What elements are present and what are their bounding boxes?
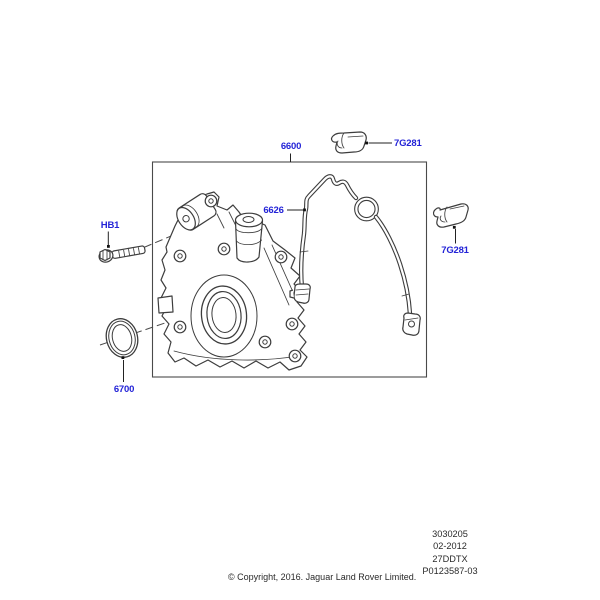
doc-code-line: P0123587-03 bbox=[422, 566, 478, 577]
callout-gasket-6626[interactable]: 6626 bbox=[263, 205, 284, 216]
clip-top-drawing bbox=[332, 132, 367, 153]
gasket-drawing bbox=[290, 176, 420, 335]
document-codes bbox=[392, 528, 508, 578]
callout-bolt-HB1[interactable]: HB1 bbox=[100, 220, 120, 231]
callout-clip-right-7G281[interactable]: 7G281 bbox=[441, 244, 469, 256]
doc-code-line: 27DDTX bbox=[432, 553, 468, 564]
pump-side-tab bbox=[158, 296, 173, 313]
seal-drawing bbox=[102, 315, 142, 360]
pump-cylinder bbox=[236, 213, 263, 262]
gasket-connector-right bbox=[403, 313, 421, 335]
copyright-notice: © Copyright, 2016. Jaguar Land Rover Limited. bbox=[228, 572, 417, 582]
callout-seal-6700[interactable]: 6700 bbox=[113, 383, 135, 395]
doc-code-line: 02-2012 bbox=[433, 541, 467, 552]
clip-right-drawing bbox=[434, 204, 469, 227]
callout-clip-top-7G281[interactable]: 7G281 bbox=[394, 137, 422, 149]
doc-code-line: 3030205 bbox=[432, 529, 468, 539]
bolt-drawing bbox=[97, 246, 145, 264]
callout-assembly-6600[interactable]: 6600 bbox=[280, 141, 302, 152]
oil-pump-drawing bbox=[158, 192, 307, 370]
